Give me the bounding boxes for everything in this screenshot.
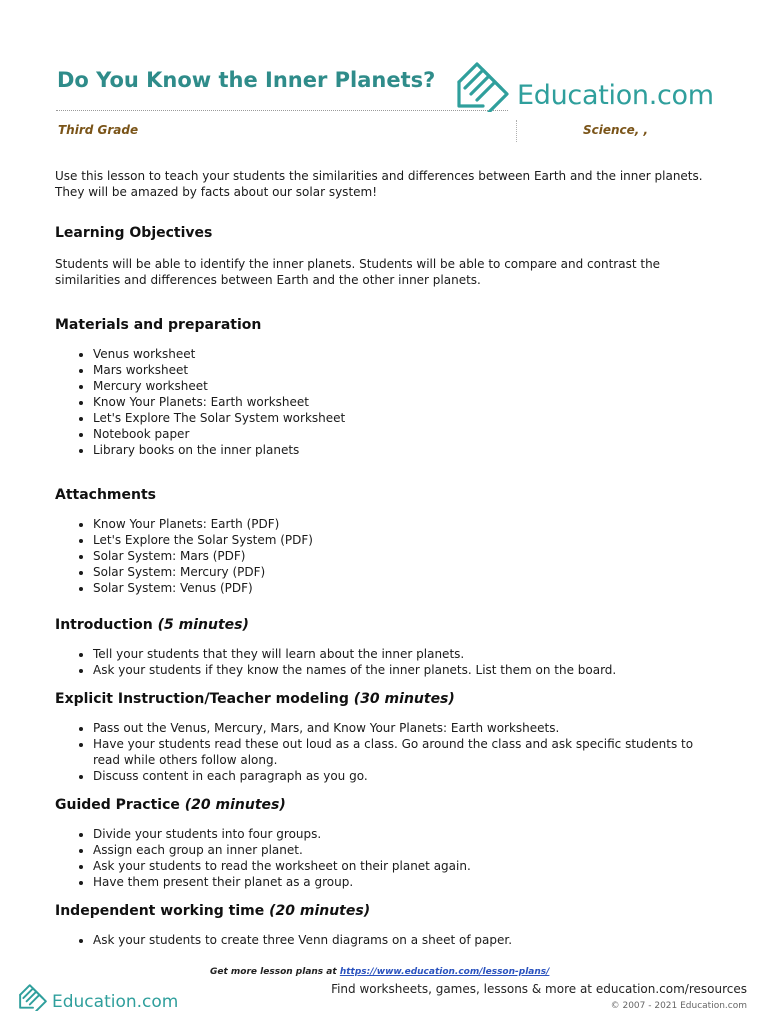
- list-item: • Know Your Planets: Earth worksheet: [93, 394, 720, 410]
- attachment-link[interactable]: • Solar System: Venus (PDF): [93, 580, 720, 596]
- grade-label: Third Grade: [58, 123, 139, 137]
- independent-time-heading-text: Independent working time: [55, 903, 265, 919]
- introduction-list: [55, 646, 720, 678]
- introduction-heading: [55, 616, 720, 634]
- explicit-instruction-list: [55, 720, 720, 784]
- list-item: • Divide your students into four groups.: [93, 826, 720, 842]
- list-item: • Mercury worksheet: [93, 378, 720, 394]
- attachment-link[interactable]: • Solar System: Mars (PDF): [93, 548, 720, 564]
- footer-resources-text: Find worksheets, games, lessons & more at education.com/resources: [331, 982, 747, 996]
- footer-promo: [210, 967, 549, 977]
- guided-practice-heading: [55, 796, 720, 814]
- independent-time-list: [55, 932, 720, 948]
- guided-practice-list: [55, 826, 720, 890]
- attachment-link[interactable]: • Let's Explore the Solar System (PDF): [93, 532, 720, 548]
- list-item: • Library books on the inner planets: [93, 442, 720, 458]
- list-item: • Tell your students that they will learn about the inner planets.: [93, 646, 720, 662]
- list-item: • Mars worksheet: [93, 362, 720, 378]
- attachment-link[interactable]: • Solar System: Mercury (PDF): [93, 564, 720, 580]
- footer-promo-text: Get more lesson plans at: [210, 967, 337, 977]
- subject-label: Science, ,: [583, 123, 649, 137]
- guided-practice-duration: (20 minutes): [184, 797, 286, 813]
- list-item: • Ask your students to read the worksheet on their planet again.: [93, 858, 720, 874]
- attachments-list: [55, 516, 720, 596]
- list-item: • Ask your students to create three Venn diagrams on a sheet of paper.: [93, 932, 720, 948]
- list-item: • Have your students read these out loud as a class. Go around the class and ask specific students to read while others follow along.: [93, 736, 720, 768]
- introduction-heading-text: Introduction: [55, 617, 153, 633]
- explicit-instruction-duration: (30 minutes): [353, 691, 455, 707]
- introduction-duration: (5 minutes): [157, 617, 249, 633]
- independent-time-heading: [55, 902, 720, 920]
- pencil-logo-icon: [455, 60, 511, 112]
- explicit-instruction-heading-text: Explicit Instruction/Teacher modeling: [55, 691, 349, 707]
- list-item: • Assign each group an inner planet.: [93, 842, 720, 858]
- list-item: • Venus worksheet: [93, 346, 720, 362]
- list-item: • Have them present their planet as a group.: [93, 874, 720, 890]
- learning-objectives-text: Students will be able to identify the inner planets. Students will be able to compare and contrast the similarities and differences between Earth and the other inner planets.: [55, 257, 661, 287]
- list-item: • Ask your students if they know the names of the inner planets. List them on the board.: [93, 662, 720, 678]
- footer-logo-wordmark: Education.com: [52, 992, 179, 1012]
- page-title: Do You Know the Inner Planets?: [57, 68, 436, 92]
- explicit-instruction-heading: [55, 690, 720, 708]
- list-item: • Notebook paper: [93, 426, 720, 442]
- attachments-heading: Attachments: [55, 487, 157, 503]
- intro-paragraph: Use this lesson to teach your students the similarities and differences between Earth and the inner planets. They will be amazed by facts about our solar system!: [55, 169, 703, 199]
- lesson-content: [55, 168, 720, 948]
- meta-divider: [516, 120, 517, 142]
- attachment-link[interactable]: • Know Your Planets: Earth (PDF): [93, 516, 720, 532]
- list-item: • Pass out the Venus, Mercury, Mars, and Know Your Planets: Earth worksheets.: [93, 720, 720, 736]
- list-item: • Discuss content in each paragraph as you go.: [93, 768, 720, 784]
- materials-heading: Materials and preparation: [55, 317, 262, 333]
- lesson-plans-link[interactable]: https://www.education.com/lesson-plans/: [339, 967, 550, 977]
- footer-education-logo[interactable]: [18, 982, 178, 1012]
- list-item: • Let's Explore The Solar System worksheet: [93, 410, 720, 426]
- materials-list: [55, 346, 720, 458]
- independent-time-duration: (20 minutes): [269, 903, 371, 919]
- education-logo[interactable]: [455, 60, 714, 112]
- learning-objectives-heading: Learning Objectives: [55, 225, 213, 241]
- guided-practice-heading-text: Guided Practice: [55, 797, 180, 813]
- pencil-logo-icon: [18, 983, 48, 1011]
- title-divider: [56, 110, 508, 111]
- footer-copyright: © 2007 - 2021 Education.com: [610, 1001, 747, 1011]
- logo-wordmark: Education.com: [517, 79, 714, 111]
